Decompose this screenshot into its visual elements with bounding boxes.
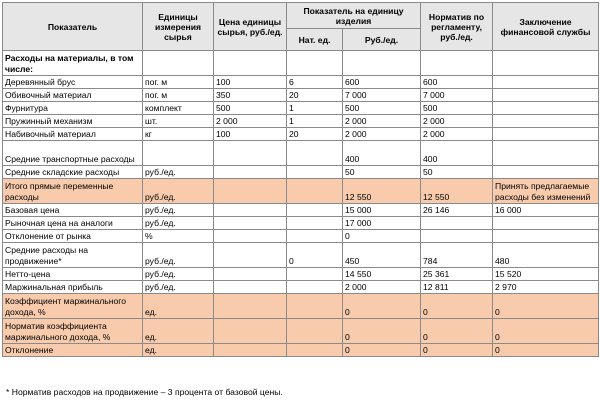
cell-unit[interactable]: руб./ед. xyxy=(143,204,214,217)
table-row xyxy=(3,102,599,115)
cell-rub[interactable]: 7 000 xyxy=(343,89,421,102)
cell-price[interactable] xyxy=(214,281,287,294)
table-row xyxy=(3,76,599,89)
cell-norm[interactable]: 50 xyxy=(421,166,493,179)
cell-indicator[interactable]: Средние расходы на продвижение* xyxy=(3,243,143,268)
cell-norm[interactable]: 7 000 xyxy=(421,89,493,102)
cell-price[interactable] xyxy=(214,217,287,230)
cell-nat[interactable] xyxy=(287,166,343,179)
cell-indicator[interactable]: Обивочный материал xyxy=(3,89,143,102)
cell-conclusion[interactable] xyxy=(493,115,599,128)
cell-nat[interactable] xyxy=(287,281,343,294)
cell-unit[interactable] xyxy=(143,141,214,166)
cell-nat[interactable]: 20 xyxy=(287,89,343,102)
cell-indicator[interactable]: Набивочный материал xyxy=(3,128,143,141)
cell-unit[interactable]: пог. м xyxy=(143,76,214,89)
cell-price[interactable] xyxy=(214,344,287,357)
cell-norm[interactable]: 12 550 xyxy=(421,179,493,204)
header-norm[interactable]: Норматив по регламенту, руб./ед. xyxy=(421,3,493,51)
header-per-unit[interactable]: Показатель на единицу изделия xyxy=(287,3,421,29)
cell-norm[interactable]: 2 000 xyxy=(421,128,493,141)
cell-indicator[interactable]: Средние транспортные расходы xyxy=(3,141,143,166)
cell-nat[interactable]: 1 xyxy=(287,102,343,115)
cell-norm[interactable] xyxy=(421,217,493,230)
cell-norm[interactable]: 25 361 xyxy=(421,268,493,281)
cell-indicator[interactable]: Коэффициент маржинального дохода, % xyxy=(3,294,143,319)
cell-conclusion[interactable]: 0 xyxy=(493,294,599,319)
cell-unit[interactable]: ед. xyxy=(143,319,214,344)
cell-nat[interactable] xyxy=(287,141,343,166)
table-row xyxy=(3,243,599,268)
cell-rub[interactable]: 2 000 xyxy=(343,281,421,294)
cell-unit[interactable]: руб./ед. xyxy=(143,166,214,179)
cell-rub[interactable]: 600 xyxy=(343,76,421,89)
cell-norm[interactable]: 2 000 xyxy=(421,115,493,128)
cell-price[interactable] xyxy=(214,230,287,243)
cell-price[interactable] xyxy=(214,51,287,76)
cell-norm[interactable]: 0 xyxy=(421,344,493,357)
cell-price[interactable]: 350 xyxy=(214,89,287,102)
cell-rub[interactable]: 500 xyxy=(343,102,421,115)
cell-conclusion[interactable]: 2 970 xyxy=(493,281,599,294)
cell-price[interactable] xyxy=(214,166,287,179)
cell-indicator[interactable]: Средние складские расходы xyxy=(3,166,143,179)
table-row xyxy=(3,179,599,204)
cell-conclusion[interactable]: 16 000 xyxy=(493,204,599,217)
cell-unit[interactable]: кг xyxy=(143,128,214,141)
cell-rub[interactable]: 400 xyxy=(343,141,421,166)
table-row xyxy=(3,204,599,217)
cell-norm[interactable]: 0 xyxy=(421,319,493,344)
cell-price[interactable]: 100 xyxy=(214,76,287,89)
cell-rub[interactable]: 0 xyxy=(343,319,421,344)
cell-conclusion[interactable] xyxy=(493,89,599,102)
table-row xyxy=(3,319,599,344)
cell-norm[interactable]: 0 xyxy=(421,294,493,319)
cell-conclusion[interactable] xyxy=(493,102,599,115)
cell-nat[interactable] xyxy=(287,294,343,319)
table-row xyxy=(3,217,599,230)
cell-rub[interactable]: 2 000 xyxy=(343,128,421,141)
cell-price[interactable] xyxy=(214,204,287,217)
cell-nat[interactable] xyxy=(287,217,343,230)
cell-conclusion[interactable]: Принять предлагаемые расходы без изменений xyxy=(493,179,599,204)
cell-indicator[interactable]: Деревянный брус xyxy=(3,76,143,89)
cell-nat[interactable]: 1 xyxy=(287,115,343,128)
cell-conclusion[interactable] xyxy=(493,166,599,179)
cell-rub[interactable]: 0 xyxy=(343,294,421,319)
table-row xyxy=(3,294,599,319)
cell-nat[interactable] xyxy=(287,268,343,281)
cell-nat[interactable] xyxy=(287,230,343,243)
cell-indicator[interactable]: Норматив коэффициента маржинального дохода, % xyxy=(3,319,143,344)
cell-conclusion[interactable] xyxy=(493,76,599,89)
cell-nat[interactable] xyxy=(287,179,343,204)
table-row xyxy=(3,89,599,102)
cell-price[interactable] xyxy=(214,319,287,344)
header-nat[interactable]: Нат. ед. xyxy=(287,29,343,51)
cell-conclusion[interactable]: 0 xyxy=(493,319,599,344)
table-row xyxy=(3,51,599,76)
cell-nat[interactable] xyxy=(287,344,343,357)
cell-unit[interactable]: руб./ед. xyxy=(143,179,214,204)
header-conclusion[interactable]: Заключение финансовой службы xyxy=(493,3,599,51)
cell-unit[interactable] xyxy=(143,51,214,76)
cell-unit[interactable]: шт. xyxy=(143,115,214,128)
cell-indicator[interactable]: Маржинальная прибыль xyxy=(3,281,143,294)
cell-indicator[interactable]: Фурнитура xyxy=(3,102,143,115)
cell-conclusion[interactable]: 15 520 xyxy=(493,268,599,281)
cell-unit[interactable]: руб./ед. xyxy=(143,281,214,294)
cell-indicator[interactable]: Нетто-цена xyxy=(3,268,143,281)
cell-indicator[interactable]: Отклонение от рынка xyxy=(3,230,143,243)
cell-unit[interactable]: % xyxy=(143,230,214,243)
cell-norm[interactable]: 400 xyxy=(421,141,493,166)
cell-conclusion[interactable]: 480 xyxy=(493,243,599,268)
cell-norm[interactable]: 500 xyxy=(421,102,493,115)
cell-price[interactable] xyxy=(214,243,287,268)
cell-unit[interactable]: пог. м xyxy=(143,89,214,102)
cell-rub[interactable]: 15 000 xyxy=(343,204,421,217)
cell-conclusion[interactable] xyxy=(493,217,599,230)
cell-rub[interactable]: 450 xyxy=(343,243,421,268)
cell-price[interactable]: 100 xyxy=(214,128,287,141)
cell-norm[interactable]: 784 xyxy=(421,243,493,268)
cell-nat[interactable] xyxy=(287,204,343,217)
cell-price[interactable]: 500 xyxy=(214,102,287,115)
cell-nat[interactable]: 0 xyxy=(287,243,343,268)
cell-rub[interactable]: 2 000 xyxy=(343,115,421,128)
cell-conclusion[interactable] xyxy=(493,51,599,76)
table-row xyxy=(3,268,599,281)
cell-norm[interactable]: 600 xyxy=(421,76,493,89)
table-row xyxy=(3,115,599,128)
cell-nat[interactable] xyxy=(287,51,343,76)
cell-nat[interactable] xyxy=(287,319,343,344)
table-row xyxy=(3,141,599,166)
header-rub[interactable]: Руб./ед. xyxy=(343,29,421,51)
cell-nat[interactable]: 20 xyxy=(287,128,343,141)
cell-unit[interactable]: руб./ед. xyxy=(143,268,214,281)
data-table xyxy=(2,2,599,357)
header-unit[interactable]: Единицы измерения сырья xyxy=(143,3,214,51)
cell-price[interactable] xyxy=(214,268,287,281)
cell-unit[interactable]: руб./ед. xyxy=(143,217,214,230)
cell-unit[interactable]: комплект xyxy=(143,102,214,115)
cell-price[interactable] xyxy=(214,141,287,166)
cell-price[interactable]: 2 000 xyxy=(214,115,287,128)
table-row xyxy=(3,230,599,243)
cell-nat[interactable]: 6 xyxy=(287,76,343,89)
cell-conclusion[interactable]: 0 xyxy=(493,344,599,357)
header-indicator[interactable]: Показатель xyxy=(3,3,143,51)
cell-norm[interactable]: 12 811 xyxy=(421,281,493,294)
cell-norm[interactable] xyxy=(421,51,493,76)
cell-conclusion[interactable] xyxy=(493,128,599,141)
cell-unit[interactable]: ед. xyxy=(143,294,214,319)
spreadsheet xyxy=(2,2,598,397)
cell-rub[interactable]: 14 550 xyxy=(343,268,421,281)
table-row xyxy=(3,281,599,294)
cell-conclusion[interactable] xyxy=(493,141,599,166)
cell-indicator[interactable]: Отклонение xyxy=(3,344,143,357)
cell-price[interactable] xyxy=(214,294,287,319)
cell-rub[interactable]: 50 xyxy=(343,166,421,179)
cell-indicator[interactable]: Расходы на материалы, в том числе: xyxy=(3,51,143,76)
table-body xyxy=(3,51,599,357)
table-row xyxy=(3,166,599,179)
footnote: * Норматив расходов на продвижение – 3 процента от базовой цены. xyxy=(6,387,283,397)
table-row xyxy=(3,128,599,141)
cell-rub[interactable]: 17 000 xyxy=(343,217,421,230)
cell-rub[interactable]: 0 xyxy=(343,230,421,243)
cell-indicator[interactable]: Итого прямые переменные расходы xyxy=(3,179,143,204)
cell-indicator[interactable]: Пружинный механизм xyxy=(3,115,143,128)
cell-rub[interactable] xyxy=(343,51,421,76)
cell-rub[interactable]: 12 550 xyxy=(343,179,421,204)
cell-norm[interactable]: 26 146 xyxy=(421,204,493,217)
cell-price[interactable] xyxy=(214,179,287,204)
cell-unit[interactable]: руб./ед. xyxy=(143,243,214,268)
table-row xyxy=(3,344,599,357)
cell-rub[interactable]: 0 xyxy=(343,344,421,357)
header-price[interactable]: Цена единицы сырья, руб./ед. xyxy=(214,3,287,51)
cell-indicator[interactable]: Базовая цена xyxy=(3,204,143,217)
cell-unit[interactable]: ед. xyxy=(143,344,214,357)
cell-norm[interactable] xyxy=(421,230,493,243)
cell-conclusion[interactable] xyxy=(493,230,599,243)
cell-indicator[interactable]: Рыночная цена на аналоги xyxy=(3,217,143,230)
